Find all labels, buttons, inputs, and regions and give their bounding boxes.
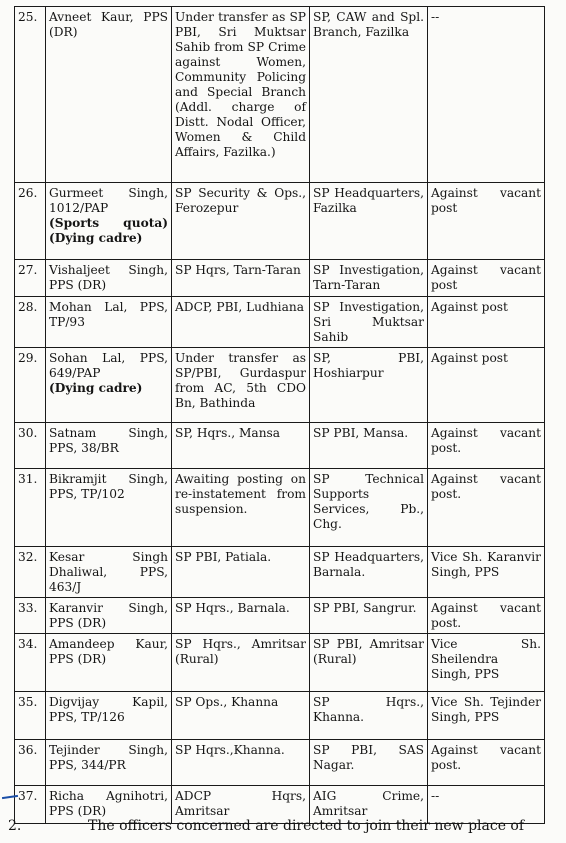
table-row — [15, 348, 545, 423]
serial-number: 29. — [15, 348, 46, 423]
remarks: Vice Sh. Tejinder Singh, PPS — [428, 692, 545, 740]
officer-name: Sohan Lal, PPS, 649/PAP (Dying cadre) — [46, 348, 172, 423]
transfer-order-document — [14, 6, 544, 824]
remarks: Against post — [428, 348, 545, 423]
table-row — [15, 740, 545, 786]
remarks: Against vacant post. — [428, 469, 545, 547]
table-row — [15, 297, 545, 348]
new-posting: SP Technical Supports Services, Pb., Chg. — [310, 469, 428, 547]
current-posting: SP, Hqrs., Mansa — [172, 423, 310, 469]
new-posting: SP PBI, Amritsar (Rural) — [310, 634, 428, 692]
remarks: Against vacant post. — [428, 423, 545, 469]
new-posting: SP Investigation, Tarn-Taran — [310, 260, 428, 297]
officer-name: Bikramjit Singh, PPS, TP/102 — [46, 469, 172, 547]
remarks: Against vacant post. — [428, 598, 545, 634]
serial-number: 35. — [15, 692, 46, 740]
new-posting: SP, PBI, Hoshiarpur — [310, 348, 428, 423]
officer-name: Karanvir Singh, PPS (DR) — [46, 598, 172, 634]
new-posting: SP Headquarters, Fazilka — [310, 183, 428, 260]
serial-number: 26. — [15, 183, 46, 260]
current-posting: SP Hqrs, Tarn-Taran — [172, 260, 310, 297]
serial-number: 34. — [15, 634, 46, 692]
remarks: Against vacant post. — [428, 740, 545, 786]
serial-number: 27. — [15, 260, 46, 297]
serial-number: 37. — [15, 786, 46, 824]
serial-number: 28. — [15, 297, 46, 348]
officer-name: Digvijay Kapil, PPS, TP/126 — [46, 692, 172, 740]
new-posting: SP PBI, Sangrur. — [310, 598, 428, 634]
serial-number: 32. — [15, 547, 46, 598]
serial-number: 25. — [15, 7, 46, 183]
remarks: -- — [428, 786, 545, 824]
current-posting: ADCP, PBI, Ludhiana — [172, 297, 310, 348]
new-posting: SP Hqrs., Khanna. — [310, 692, 428, 740]
current-posting: Awaiting posting on re-instatement from suspension. — [172, 469, 310, 547]
officer-name: Gurmeet Singh, 1012/PAP (Sports quota) (Dying cadre) — [46, 183, 172, 260]
remarks: Against post — [428, 297, 545, 348]
table-row — [15, 547, 545, 598]
current-posting: Under transfer as SP/PBI, Gurdaspur from AC, 5th CDO Bn, Bathinda — [172, 348, 310, 423]
table-row — [15, 7, 545, 183]
current-posting: SP Hqrs.,Khanna. — [172, 740, 310, 786]
officer-name: Richa Agnihotri, PPS (DR) — [46, 786, 172, 824]
paragraph-2 — [8, 817, 558, 835]
new-posting: AIG Crime, Amritsar — [310, 786, 428, 824]
table-row — [15, 183, 545, 260]
new-posting: SP Investigation, Sri Muktsar Sahib — [310, 297, 428, 348]
current-posting: SP Security & Ops., Ferozepur — [172, 183, 310, 260]
officer-name: Tejinder Singh, PPS, 344/PR — [46, 740, 172, 786]
serial-number: 33. — [15, 598, 46, 634]
serial-number: 36. — [15, 740, 46, 786]
table-row — [15, 423, 545, 469]
officer-name: Mohan Lal, PPS, TP/93 — [46, 297, 172, 348]
table-row — [15, 692, 545, 740]
officer-name: Avneet Kaur, PPS (DR) — [46, 7, 172, 183]
transfer-table — [14, 6, 545, 824]
current-posting: SP Hqrs., Barnala. — [172, 598, 310, 634]
remarks: -- — [428, 7, 545, 183]
current-posting: Under transfer as SP PBI, Sri Muktsar Sahib from SP Crime against Women, Community Policing and Special Branch (Addl. charge of Distt. Nodal Officer, Women & Child Affairs, Fazilka.) — [172, 7, 310, 183]
new-posting: SP Headquarters, Barnala. — [310, 547, 428, 598]
officer-name: Amandeep Kaur, PPS (DR) — [46, 634, 172, 692]
current-posting: ADCP Hqrs, Amritsar — [172, 786, 310, 824]
current-posting: SP Ops., Khanna — [172, 692, 310, 740]
officer-name: Kesar Singh Dhaliwal, PPS, 463/J — [46, 547, 172, 598]
officer-name: Vishaljeet Singh, PPS (DR) — [46, 260, 172, 297]
new-posting: SP PBI, Mansa. — [310, 423, 428, 469]
current-posting: SP Hqrs., Amritsar (Rural) — [172, 634, 310, 692]
paragraph-number: 2. — [8, 818, 22, 834]
remarks: Against vacant post — [428, 183, 545, 260]
remarks: Vice Sh. Sheilendra Singh, PPS — [428, 634, 545, 692]
officer-name: Satnam Singh, PPS, 38/BR — [46, 423, 172, 469]
table-row — [15, 598, 545, 634]
current-posting: SP PBI, Patiala. — [172, 547, 310, 598]
table-row — [15, 469, 545, 547]
table-row — [15, 634, 545, 692]
serial-number: 31. — [15, 469, 46, 547]
new-posting: SP, CAW and Spl. Branch, Fazilka — [310, 7, 428, 183]
table-row — [15, 260, 545, 297]
remarks: Against vacant post — [428, 260, 545, 297]
serial-number: 30. — [15, 423, 46, 469]
paragraph-text: The officers concerned are directed to join their new place of — [88, 818, 525, 834]
remarks: Vice Sh. Karanvir Singh, PPS — [428, 547, 545, 598]
new-posting: SP PBI, SAS Nagar. — [310, 740, 428, 786]
